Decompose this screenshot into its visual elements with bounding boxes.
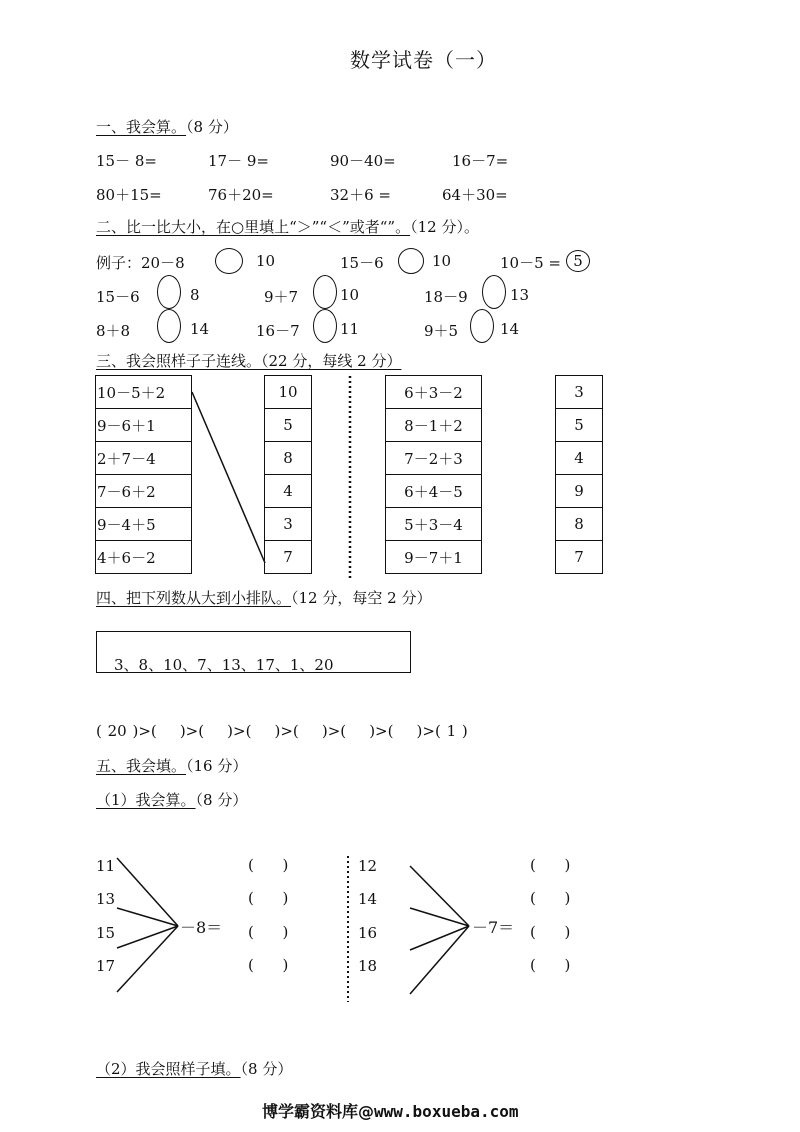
right-expression-cell[interactable]: 8－1＋2	[385, 408, 482, 442]
footer-url[interactable]: www.boxueba.com	[374, 1102, 519, 1121]
left-answer-cell[interactable]: 5	[264, 408, 312, 442]
compare-right: 11	[340, 320, 360, 338]
problem-1-7: 32＋6 =	[330, 186, 391, 204]
page-title: 数学试卷（一）	[350, 48, 497, 72]
section-5-score: （16 分）	[186, 757, 248, 775]
example-left-3: 10－5 =	[500, 254, 561, 272]
answer-blank[interactable]: ( )	[248, 856, 289, 874]
left-expression-cell[interactable]: 10－5＋2	[95, 375, 192, 409]
answer-blank[interactable]: ( )	[248, 956, 289, 974]
problem-1-2: 17－ 9=	[208, 152, 269, 170]
subsection-1-heading: （1）我会算。	[96, 791, 196, 809]
section-4-heading: 四、把下列数从大到小排队。	[96, 589, 292, 607]
section-2-heading: 二、比一比大小，在○里填上“＞”“＜”或者“”。	[96, 218, 411, 236]
compare-right: 13	[510, 286, 530, 304]
left-answer-cell[interactable]: 3	[264, 507, 312, 541]
fan-operation: －7＝	[472, 918, 515, 937]
fan-number: 11	[96, 857, 116, 875]
section-3-heading: 三、我会照样子子连线。	[96, 352, 262, 370]
left-answer-cell[interactable]: 4	[264, 474, 312, 508]
problem-1-3: 90－40=	[330, 152, 396, 170]
subsection-1-score: （8 分）	[195, 791, 248, 809]
fan-number: 15	[96, 924, 116, 942]
example-match-line	[192, 392, 265, 563]
left-expression-cell[interactable]: 9－4＋5	[95, 507, 192, 541]
answer-blank[interactable]: ( )	[530, 856, 571, 874]
left-expression-cell[interactable]: 2＋7－4	[95, 441, 192, 475]
section-5-header	[96, 755, 247, 776]
subsection-2-score: （8 分）	[240, 1060, 293, 1078]
answer-blank[interactable]: ( )	[530, 956, 571, 974]
right-expression-cell[interactable]: 9－7＋1	[385, 540, 482, 574]
fan-number: 16	[358, 924, 378, 942]
compare-left: 9＋5	[424, 322, 459, 340]
right-answer-cell[interactable]: 8	[555, 507, 603, 541]
example-answer: 5	[573, 252, 583, 270]
subsection-2-header	[96, 1058, 292, 1079]
fan-line	[117, 908, 178, 926]
section-4-header	[96, 587, 431, 608]
fan-number: 13	[96, 890, 116, 908]
problem-1-6: 76＋20=	[208, 186, 274, 204]
subsection-1-header	[96, 789, 247, 810]
right-expression-cell[interactable]: 6＋3－2	[385, 375, 482, 409]
subsection-2-heading: （2）我会照样子填。	[96, 1060, 241, 1078]
compare-right: 14	[190, 320, 210, 338]
compare-left: 18－9	[424, 288, 468, 306]
fan-line	[410, 926, 469, 950]
section-2-score: （12 分）。	[410, 218, 479, 236]
left-expression-cell[interactable]: 7－6＋2	[95, 474, 192, 508]
compare-left: 16－7	[256, 322, 300, 340]
footer-watermark	[262, 1099, 519, 1122]
problem-1-1: 15－ 8=	[96, 152, 157, 170]
right-answer-cell[interactable]: 5	[555, 408, 603, 442]
compare-left: 8＋8	[96, 322, 131, 340]
fan-number: 12	[358, 857, 378, 875]
footer-brand: 博学霸资料库	[262, 1102, 359, 1121]
compare-right: 14	[500, 320, 520, 338]
answer-blank[interactable]: ( )	[248, 889, 289, 907]
compare-left: 15－6	[96, 288, 140, 306]
left-answer-cell[interactable]: 7	[264, 540, 312, 574]
footer-at: @	[358, 1102, 375, 1121]
right-answer-cell[interactable]: 3	[555, 375, 603, 409]
compare-left: 9＋7	[264, 288, 299, 306]
right-answer-cell[interactable]: 7	[555, 540, 603, 574]
compare-right: 8	[190, 286, 200, 304]
problem-1-5: 80＋15=	[96, 186, 162, 204]
section-1-heading: 一、我会算。	[96, 118, 187, 136]
right-answer-cell[interactable]: 4	[555, 441, 603, 475]
fan-number: 18	[358, 957, 378, 975]
example-right-2: 10	[432, 252, 452, 270]
numbers-list: 3、8、10、7、13、17、1、20	[114, 656, 334, 674]
left-answer-cell[interactable]: 8	[264, 441, 312, 475]
left-answer-cell[interactable]: 10	[264, 375, 312, 409]
right-expression-cell[interactable]: 7－2＋3	[385, 441, 482, 475]
fan-line	[410, 926, 469, 994]
compare-right: 10	[340, 286, 360, 304]
section-5-heading: 五、我会填。	[96, 757, 187, 775]
answer-blank[interactable]: ( )	[248, 923, 289, 941]
section-3-score: （22 分，每线 2 分）	[261, 352, 402, 370]
right-answer-cell[interactable]: 9	[555, 474, 603, 508]
fan-line	[117, 858, 178, 926]
section-1-score: （8 分）	[186, 118, 238, 136]
fan-number: 14	[358, 890, 378, 908]
example-left-2: 15－6	[340, 254, 384, 272]
answer-blank[interactable]: ( )	[530, 923, 571, 941]
right-expression-cell[interactable]: 6＋4－5	[385, 474, 482, 508]
answer-blank[interactable]: ( )	[530, 889, 571, 907]
problem-1-8: 64＋30=	[442, 186, 508, 204]
right-expression-cell[interactable]: 5＋3－4	[385, 507, 482, 541]
fan-line	[117, 926, 178, 992]
numbers-box	[96, 631, 411, 673]
fan-operation: －8＝	[180, 918, 223, 937]
section-4-score: （12 分，每空 2 分）	[291, 589, 432, 607]
left-expression-cell[interactable]: 4＋6－2	[95, 540, 192, 574]
problem-1-4: 16－7=	[452, 152, 509, 170]
fan-number: 17	[96, 957, 116, 975]
example-right-1: 10	[256, 252, 276, 270]
order-sequence[interactable]: ( 20 )>( )>( )>( )>( )>( )>( )>( 1 )	[96, 722, 468, 740]
example-label: 例子：20－8	[96, 254, 185, 272]
left-expression-cell[interactable]: 9－6＋1	[95, 408, 192, 442]
